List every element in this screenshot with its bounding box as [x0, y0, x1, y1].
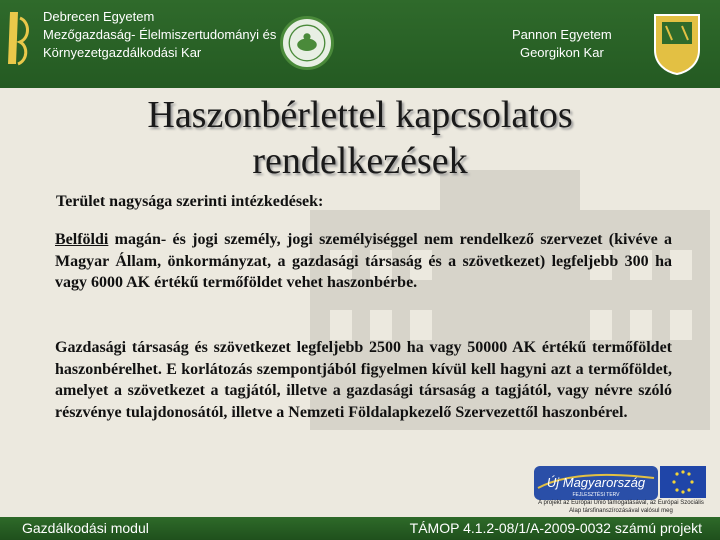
uj-magyarorszag-logo	[534, 466, 658, 500]
faculty-name-right	[512, 26, 612, 62]
slide-subtitle: Terület nagysága szerinti intézkedések:	[56, 193, 324, 210]
header-bar	[0, 0, 720, 88]
faculty-name-left	[43, 8, 276, 62]
faculty-line-2: Mezőgazdaság- Élelmiszertudományi és	[43, 27, 277, 42]
paragraph-domestic	[55, 229, 672, 294]
faculty-seal-icon	[280, 16, 334, 70]
paragraph-domestic-text: magán- és jogi személy, jogi személyiséggel nem rendelkező szervezet (kivéve a Magyar Állam, önkormányzat, a gazdasági társaság és a szövetkezet) legfeljebb 300 ha vagy 6000 AK értékű termőföldet vehet haszonbérbe.	[55, 231, 672, 291]
eu-flag-icon	[660, 466, 706, 498]
footer-bar	[0, 517, 720, 540]
module-name: Gazdálkodási modul	[22, 520, 149, 536]
faculty-line-1: Debrecen Egyetem	[43, 9, 155, 24]
title-line-2: rendelkezések	[252, 140, 468, 182]
slide-title	[60, 92, 660, 184]
eu-funding-note: A projekt az Európai Unió támogatásával, az Európai Szociális Alap társfinanszírozásával valósul meg	[538, 500, 704, 514]
crest-shield-icon	[652, 12, 702, 76]
university-logo	[4, 8, 36, 68]
umt-text: Új Magyarország	[546, 475, 646, 490]
paragraph-companies: Gazdasági társaság és szövetkezet legfeljebb 2500 ha vagy 50000 AK értékű termőföldet haszonbérelhet. E korlátozás szempontjából figyelmen kívül kell hagyni azt a termőföldet, amelyet a szövetkezet a tagjától, illetve a gazdasági társaság a tagjától, vagy névre szóló részvénye tulajdonosától, illetve a Nemzeti Földalapkezelő Szervezettől haszonbérel.	[55, 339, 672, 421]
umt-subtext: FEJLESZTÉSI TERV	[572, 492, 620, 498]
faculty-name: Georgikon Kar	[519, 45, 604, 60]
paragraph-emphasis: Belföldi	[55, 231, 109, 248]
faculty-line-3: Környezetgazdálkodási Kar	[43, 45, 202, 60]
project-code: TÁMOP 4.1.2-08/1/A-2009-0032 számú projekt	[409, 520, 702, 536]
title-line-1: Haszonbérlettel kapcsolatos	[147, 94, 573, 136]
university-name: Pannon Egyetem	[512, 27, 612, 42]
